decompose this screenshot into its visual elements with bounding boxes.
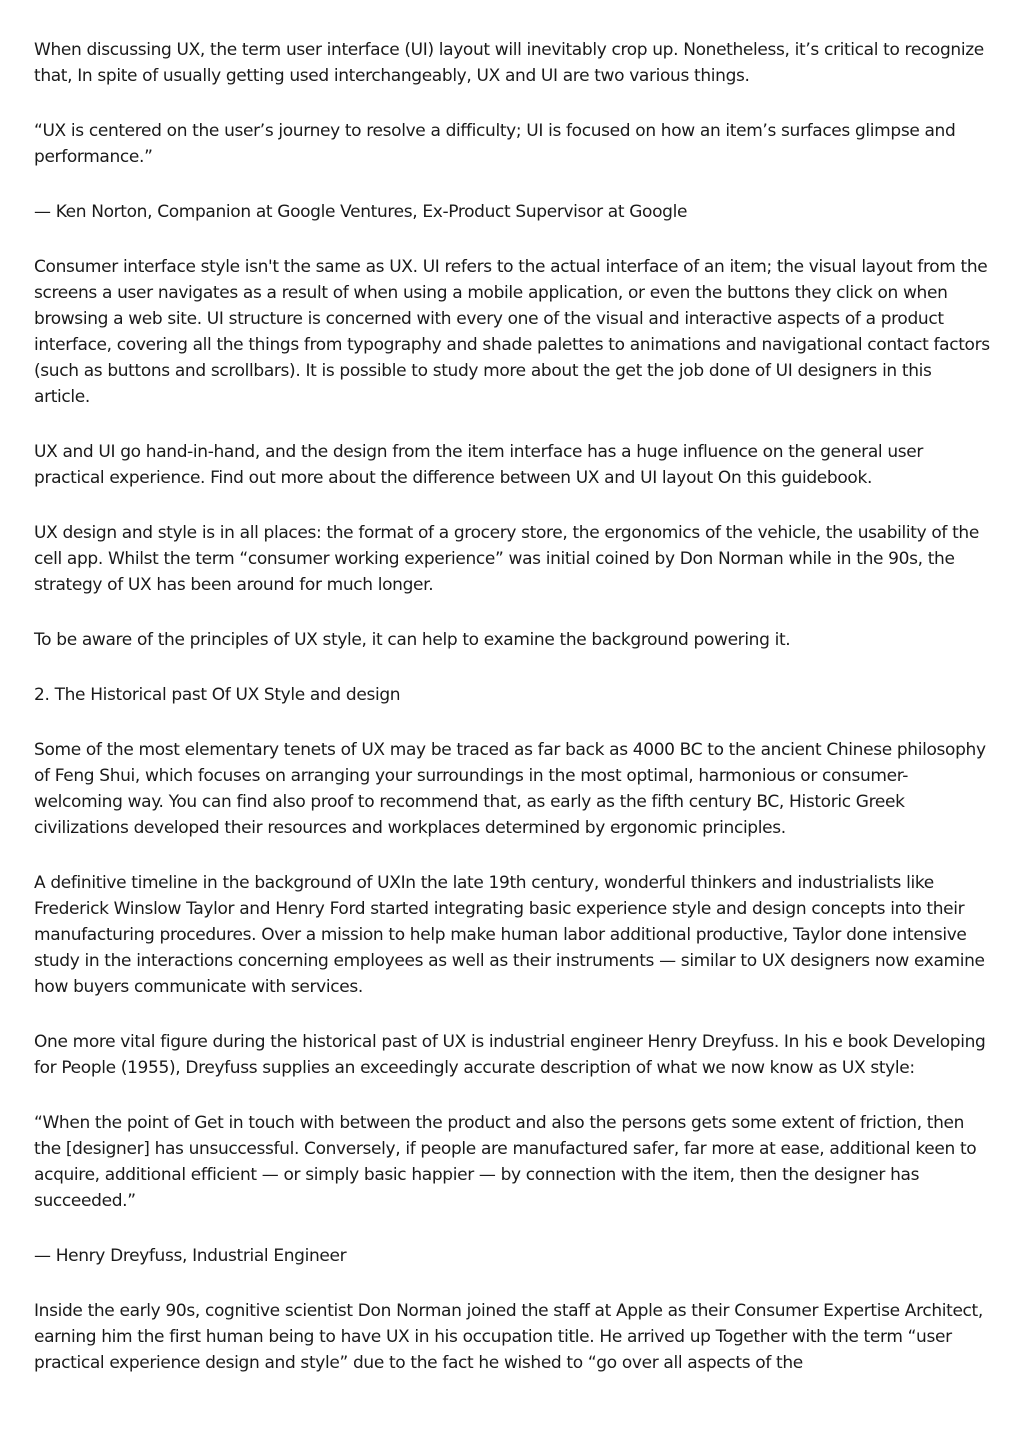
- paragraph-timeline-taylor-ford: A definitive timeline in the background of UXIn the late 19th century, wonderful thinkers and industrialists like Frederick Winslow Taylor and Henry Ford started integrating basic experience style and design concepts into their manufacturing procedures. Over a mission to help make human labor additional productive, Taylor done intensive study in the interactions concerning employees as well as their instruments — similar to UX designers now examine how buyers communicate with services.: [34, 873, 985, 997]
- quote-ken-norton: “UX is centered on the user’s journey to resolve a difficulty; UI is focused on how an item’s surfaces glimpse and performance.”: [34, 121, 956, 167]
- quote-attribution-ken-norton: — Ken Norton, Companion at Google Ventures, Ex-Product Supervisor at Google: [34, 202, 688, 222]
- paragraph-ux-everywhere: UX design and style is in all places: the format of a grocery store, the ergonomics of the vehicle, the usability of the cell app. Whilst the term “consumer working experience” was initial coined by Don Norman while in the 90s, the strategy of UX has been around for much longer.: [34, 523, 979, 595]
- paragraph-feng-shui: Some of the most elementary tenets of UX may be traced as far back as 4000 BC to the ancient Chinese philosophy of Feng Shui, which focuses on arranging your surroundings in the most optimal, harmonious or consumer-welcoming way. You can find also proof to recommend that, as early as the fifth century BC, Historic Greek civilizations developed their resources and workplaces determined by ergonomic principles.: [34, 740, 986, 838]
- paragraph-don-norman-apple: Inside the early 90s, cognitive scientist Don Norman joined the staff at Apple as their Consumer Expertise Architect, earning him the first human being to have UX in his occupation title. He arrived up Together with the term “user practical experience design and style” due to the fact he wished to “go over all aspects of the: [34, 1301, 983, 1373]
- quote-henry-dreyfuss: “When the point of Get in touch with between the product and also the persons gets some extent of friction, then the [designer] has unsuccessful. Conversely, if people are manufactured safer, far more at ease, additional keen to acquire, additional efficient — or simply basic happier — by connection with the item, then the designer has succeeded.”: [34, 1113, 977, 1211]
- paragraph-ui-definition: Consumer interface style isn't the same as UX. UI refers to the actual interface of an item; the visual layout from the screens a user navigates as a result of when using a mobile application, or even the buttons they click on when browsing a web site. UI structure is concerned with every one of the visual and interactive aspects of a product interface, covering all the things from typography and shade palettes to animations and navigational contact factors (such as buttons and scrollbars). It is possible to study more about the get the job done of UI designers in this article.: [34, 257, 990, 407]
- paragraph-henry-dreyfuss: One more vital figure during the historical past of UX is industrial engineer Henry Dreyfuss. In his e book Developing for People (1955), Dreyfuss supplies an exceedingly accurate description of what we now know as UX style:: [34, 1032, 986, 1078]
- section-heading-history: 2. The Historical past Of UX Style and design: [34, 685, 401, 705]
- paragraph-principles-background: To be aware of the principles of UX style, it can help to examine the background powering it.: [34, 630, 791, 650]
- paragraph-ux-vs-ui-intro: When discussing UX, the term user interface (UI) layout will inevitably crop up. Nonetheless, it’s critical to recognize that, In spite of usually getting used interchangeably, UX and UI are two various things.: [34, 40, 984, 86]
- quote-attribution-henry-dreyfuss: — Henry Dreyfuss, Industrial Engineer: [34, 1246, 347, 1266]
- paragraph-ux-ui-hand-in-hand: UX and UI go hand-in-hand, and the design from the item interface has a huge influence on the general user practical experience. Find out more about the difference between UX and UI layout On this guidebook.: [34, 442, 923, 488]
